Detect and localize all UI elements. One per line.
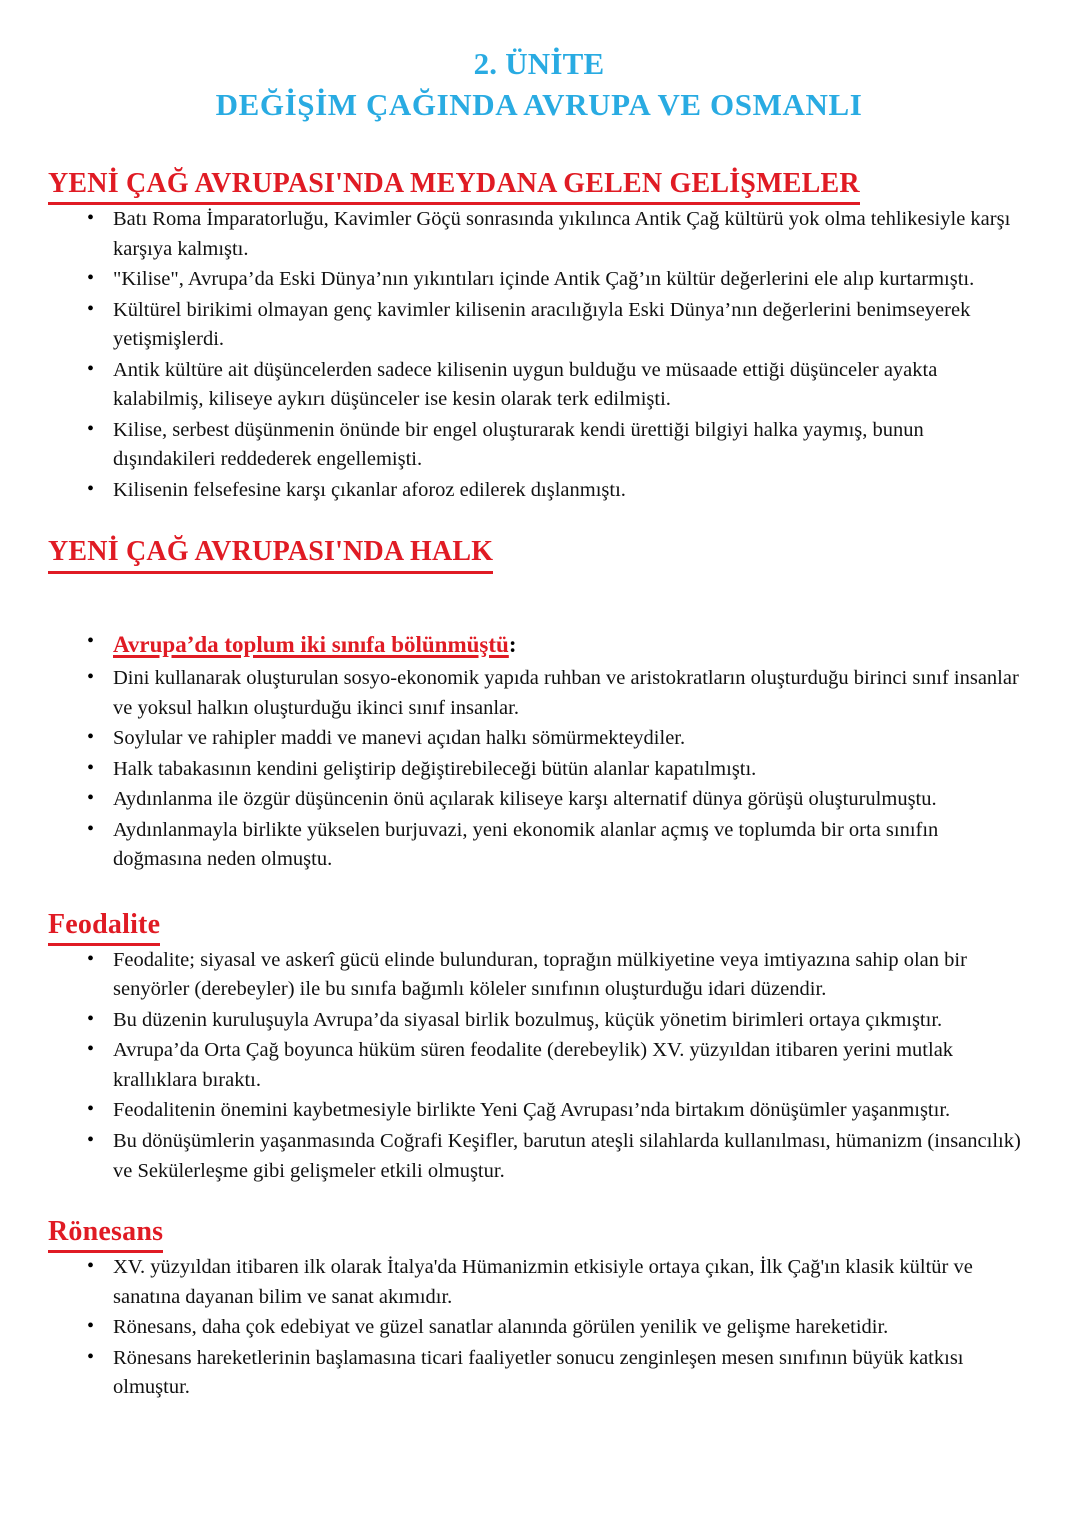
list-item: • Dini kullanarak oluşturulan sosyo-ekonomik yapıda ruhban ve aristokratların oluşturduğu birinci sınıf insanlar ve yoksul halkın oluşturduğu ikinci sınıf insanlar. (48, 664, 1030, 723)
section-heading-row-1 (48, 167, 1030, 205)
section-heading-ronesans: Rönesans (48, 1215, 163, 1253)
list-item-sub-heading (48, 628, 1030, 664)
document-title-line-2: DEĞİŞİM ÇAĞINDA AVRUPA VE OSMANLI (215, 86, 863, 122)
list-item: • Halk tabakasının kendini geliştirip değiştirebileceği bütün alanlar kapatılmıştı. (48, 755, 1030, 785)
inline-sub-heading-avrupada-toplum-iki-sinifa-bolunmustu: Avrupa’da toplum iki sınıfa bölünmüştü (113, 631, 509, 657)
inline-sub-heading-colon: : (508, 631, 517, 657)
list-item: • Aydınlanma ile özgür düşüncenin önü açılarak kiliseye karşı alternatif dünya görüşü oluşturulmuştu. (48, 785, 1030, 815)
list-item: • Bu düzenin kuruluşuyla Avrupa’da siyasal birlik bozulmuş, küçük yönetim birimleri ortaya çıkmıştır. (48, 1006, 1030, 1036)
list-item: • Feodalitenin önemini kaybetmesiyle birlikte Yeni Çağ Avrupası’nda birtakım dönüşümler yaşanmıştır. (48, 1096, 1030, 1126)
list-item: • Rönesans, daha çok edebiyat ve güzel sanatlar alanında görülen yenilik ve gelişme hareketidir. (48, 1313, 1030, 1343)
list-item: • XV. yüzyıldan itibaren ilk olarak İtalya'da Hümanizmin etkisiyle ortaya çıkan, İlk Çağ'ın klasik kültür ve sanatına dayanan bilim ve sanat akımıdır. (48, 1253, 1030, 1312)
section-4-bullet-list (48, 1253, 1030, 1403)
section-heading-yeni-cag-avrupasinda-meydana-gelen-gelismeler: YENİ ÇAĞ AVRUPASI'NDA MEYDANA GELEN GELİŞMELER (48, 167, 860, 205)
list-item: • Rönesans hareketlerinin başlamasına ticari faaliyetler sonucu zenginleşen mesen sınıfının büyük katkısı olmuştur. (48, 1344, 1030, 1403)
list-item: • Kültürel birikimi olmayan genç kavimler kilisenin aracılığıyla Eski Dünya’nın değerlerini benimseyerek yetişmişlerdi. (48, 296, 1030, 355)
section-heading-row-2 (48, 535, 1030, 573)
section-2-bullet-list (48, 628, 1030, 875)
document-title-line-1: 2. ÜNİTE (473, 46, 605, 81)
list-item: • Kilisenin felsefesine karşı çıkanlar aforoz edilerek dışlanmıştı. (48, 476, 1030, 506)
list-item: • Avrupa’da Orta Çağ boyunca hüküm süren feodalite (derebeylik) XV. yüzyıldan itibaren yerini mutlak krallıklara bıraktı. (48, 1036, 1030, 1095)
list-item: • Feodalite; siyasal ve askerî gücü elinde bulunduran, toprağın mülkiyetine veya imtiyazına sahip olan bir senyörler (derebeyler) ile bu sınıfa bağımlı köleler sınıfının oluşturduğu idari düzendir. (48, 946, 1030, 1005)
list-item: • "Kilise", Avrupa’da Eski Dünya’nın yıkıntıları içinde Antik Çağ’ın kültür değerlerini ele alıp kurtarmıştı. (48, 265, 1030, 295)
list-item: • Kilise, serbest düşünmenin önünde bir engel oluşturarak kendi ürettiği bilgiyi halka yaymış, bunun dışındakileri reddederek engellemişti. (48, 416, 1030, 475)
section-heading-yeni-cag-avrupasinda-halk: YENİ ÇAĞ AVRUPASI'NDA HALK (48, 535, 493, 573)
section-heading-row-4 (48, 1215, 1030, 1253)
list-item: • Antik kültüre ait düşüncelerden sadece kilisenin uygun bulduğu ve müsaade ettiği düşünceler ayakta kalabilmiş, kiliseye aykırı düşünceler ise kesin olarak terk edilmişti. (48, 356, 1030, 415)
section-3-bullet-list (48, 946, 1030, 1186)
list-item: • Bu dönüşümlerin yaşanmasında Coğrafi Keşifler, barutun ateşli silahlarda kullanılması, hümanizm (insancılık) ve Sekülerleşme gibi gelişmeler etkili olmuştur. (48, 1127, 1030, 1186)
section-1-bullet-list (48, 205, 1030, 505)
section-heading-row-3 (48, 908, 1030, 946)
list-item: • Soylular ve rahipler maddi ve manevi açıdan halkı sömürmekteydiler. (48, 724, 1030, 754)
section-heading-feodalite: Feodalite (48, 908, 160, 946)
list-item: • Batı Roma İmparatorluğu, Kavimler Göçü sonrasında yıkılınca Antik Çağ kültürü yok olma tehlikesiyle karşı karşıya kalmıştı. (48, 205, 1030, 264)
section-2-spacer (48, 574, 1030, 628)
list-item: • Aydınlanmayla birlikte yükselen burjuvazi, yeni ekonomik alanlar açmış ve toplumda bir orta sınıfın doğmasına neden olmuştu. (48, 816, 1030, 875)
